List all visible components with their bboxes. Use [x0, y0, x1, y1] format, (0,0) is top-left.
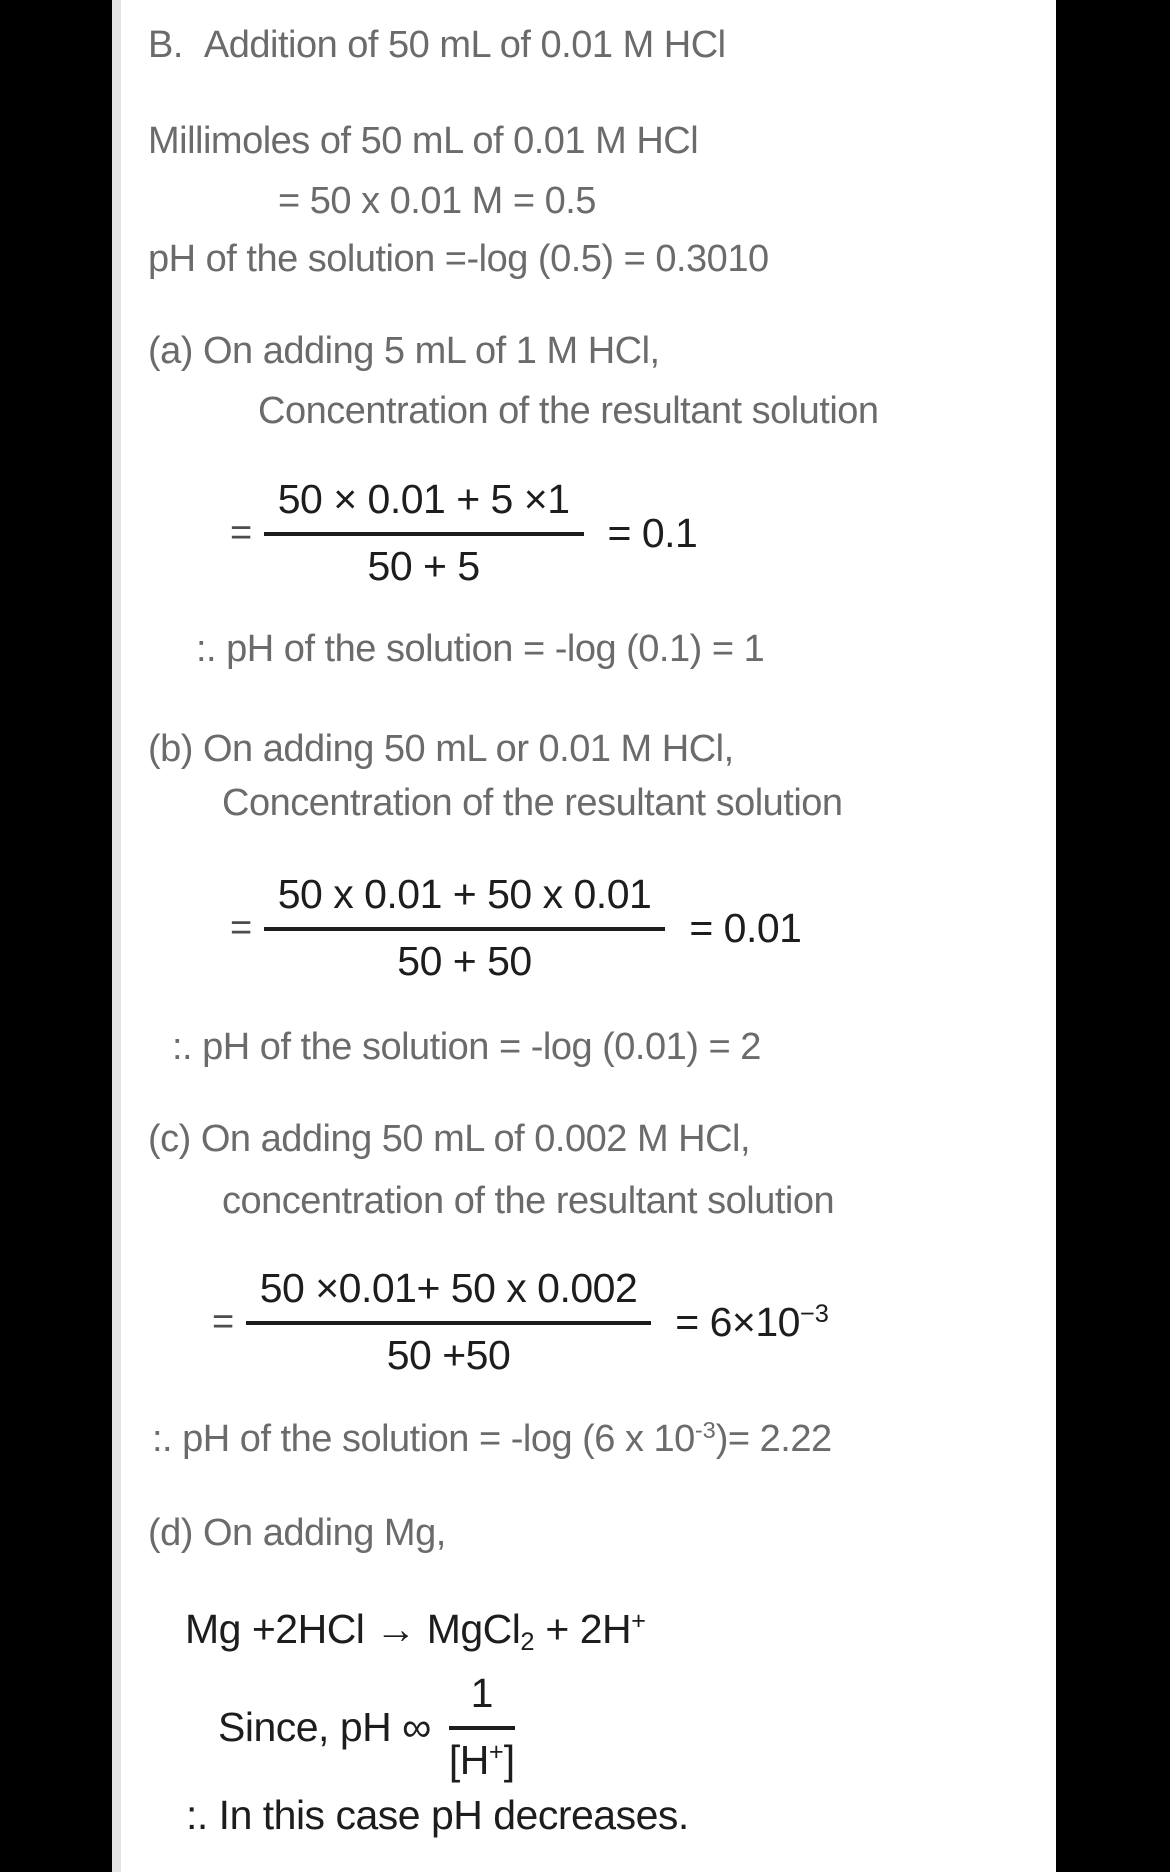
equation-mid: + 2H	[534, 1606, 632, 1652]
part-a-numerator: 50 × 0.01 + 5 ×1	[264, 476, 584, 536]
part-d-heading: (d) On adding Mg,	[148, 1512, 446, 1554]
left-black-bar	[0, 0, 112, 1872]
part-a-conclusion: :. pH of the solution = -log (0.1) = 1	[196, 628, 765, 670]
part-c-conclusion-post: )= 2.22	[715, 1418, 832, 1460]
initial-ph-line: pH of the solution =-log (0.5) = 0.3010	[148, 238, 769, 280]
part-b-subheading: Concentration of the resultant solution	[222, 782, 843, 824]
h-plus-den-post: ]	[503, 1737, 515, 1783]
part-c-denominator: 50 +50	[386, 1332, 511, 1378]
h-plus-denominator	[449, 1730, 515, 1784]
part-a-fraction-body	[264, 476, 584, 590]
part-c-conclusion-pre: :. pH of the solution = -log (6 x 10	[152, 1418, 695, 1460]
section-title: Addition of 50 mL of 0.01 M HCl	[203, 24, 726, 66]
part-a-fraction	[230, 476, 697, 590]
part-c-fraction-body	[246, 1265, 652, 1379]
part-c-result-exponent: −3	[799, 1299, 829, 1328]
part-c-subheading: concentration of the resultant solution	[222, 1180, 835, 1222]
equation-subscript: 2	[520, 1628, 535, 1657]
part-b-heading: (b) On adding 50 mL or 0.01 M HCl,	[148, 728, 734, 770]
part-a-denominator: 50 + 5	[367, 543, 480, 589]
part-c-fraction	[212, 1265, 829, 1379]
part-b-fraction-body	[264, 871, 666, 985]
part-a-subheading: Concentration of the resultant solution	[258, 390, 879, 432]
part-b-conclusion: :. pH of the solution = -log (0.01) = 2	[172, 1026, 761, 1068]
millimoles-equation: = 50 x 0.01 M = 0.5	[278, 180, 596, 222]
part-c-result	[675, 1299, 829, 1346]
right-black-bar	[1056, 0, 1170, 1872]
mg-hcl-equation	[185, 1606, 646, 1657]
part-c-result-base: = 6×10	[675, 1298, 800, 1345]
part-b-result: = 0.01	[689, 904, 802, 951]
h-plus-fraction	[449, 1670, 515, 1784]
ph-proportionality	[218, 1670, 515, 1784]
part-c-heading: (c) On adding 50 mL of 0.002 M HCl,	[148, 1118, 751, 1160]
part-c-conclusion-exponent: -3	[694, 1417, 716, 1444]
h-plus-numerator: 1	[449, 1670, 515, 1730]
part-c-conclusion	[152, 1418, 832, 1462]
h-plus-den-pre: [H	[448, 1737, 489, 1783]
part-b-fraction	[230, 871, 801, 985]
part-c-numerator: 50 ×0.01+ 50 x 0.002	[246, 1265, 652, 1325]
part-b-fraction-equals: =	[230, 906, 252, 949]
equation-pre: Mg +2HCl → MgCl	[185, 1606, 521, 1652]
part-a-fraction-equals: =	[230, 511, 252, 554]
left-edge-strip	[112, 0, 121, 1872]
part-b-numerator: 50 x 0.01 + 50 x 0.01	[264, 871, 666, 931]
since-text: Since, pH ∞	[218, 1703, 431, 1750]
part-a-result: = 0.1	[607, 509, 698, 556]
equation-superscript: +	[631, 1607, 646, 1636]
section-label: B.	[148, 24, 183, 66]
final-conclusion: :. In this case pH decreases.	[186, 1792, 689, 1838]
section-heading	[148, 24, 726, 68]
millimoles-line: Millimoles of 50 mL of 0.01 M HCl	[148, 120, 699, 162]
part-c-fraction-equals: =	[212, 1300, 234, 1343]
part-a-heading: (a) On adding 5 mL of 1 M HCl,	[148, 330, 660, 372]
h-plus-den-sup: +	[488, 1738, 504, 1767]
part-b-denominator: 50 + 50	[397, 938, 532, 984]
